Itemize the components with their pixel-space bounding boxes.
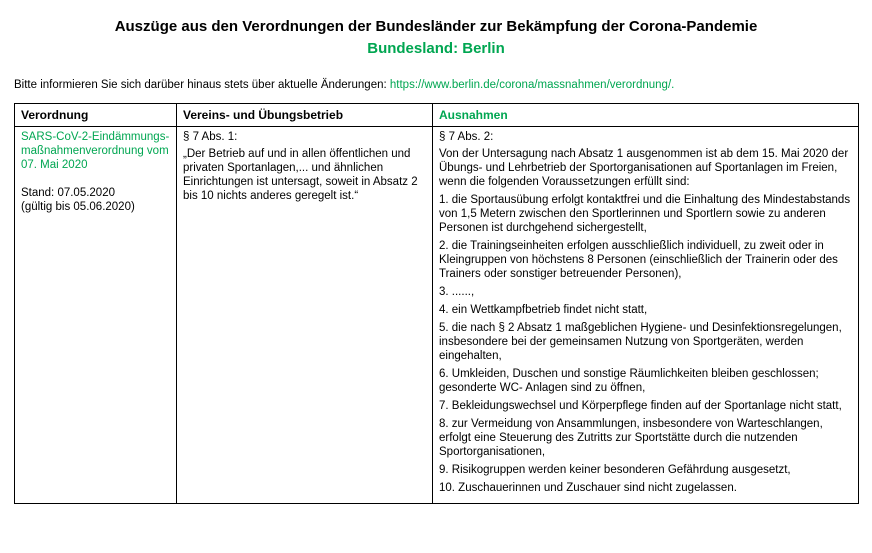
table-row: [15, 126, 859, 503]
verordnung-gueltig: (gültig bis 05.06.2020): [21, 200, 135, 213]
paragraph-7-abs-1-heading: § 7 Abs. 1:: [183, 130, 238, 143]
ausnahmen-intro: Von der Untersagung nach Absatz 1 ausgenommen ist ab dem 15. Mai 2020 der Übungs- und Lehrbetrieb der Sportorganisationen auf Sportanlagen im Freien, wenn die folgenden Voraussetzungen erfüllt sind:: [439, 147, 849, 188]
ausnahme-item-8: 8. zur Vermeidung von Ansammlungen, insbesondere von Warteschlangen, erfolgt eine Steuerung des Zutritts zur Sportstätte durch die nutzenden Sportorganisationen,: [439, 417, 823, 458]
table-header-row: [15, 103, 859, 126]
regulations-table: [14, 103, 859, 504]
ausnahme-item-5: 5. die nach § 2 Absatz 1 maßgeblichen Hygiene- und Desinfektionsregelungen, insbesondere bei der gemeinsamen Nutzung von Sportgeräten, werden eingehalten,: [439, 321, 842, 362]
ausnahme-item-1: 1. die Sportausübung erfolgt kontaktfrei und die Einhaltung des Mindestabstands von 1,5 Metern zwischen den Sportlerinnen und Sportlern sowie zu anderen Personen ist durchgehend sichergestellt,: [439, 193, 851, 234]
ausnahme-item-10: 10. Zuschauerinnen und Zuschauer sind nicht zugelassen.: [439, 481, 737, 494]
update-note: [14, 78, 858, 93]
column-header-ausnahmen: Ausnahmen: [433, 103, 859, 126]
ausnahme-item-7: 7. Bekleidungswechsel und Körperpflege finden auf der Sportanlage nicht statt,: [439, 399, 842, 412]
verordnung-name: SARS-CoV-2-Eindämmungs-maßnahmenverordnung vom 07. Mai 2020: [21, 130, 170, 171]
paragraph-7-abs-2-heading: § 7 Abs. 2:: [439, 130, 494, 143]
ausnahme-item-6: 6. Umkleiden, Duschen und sonstige Räumlichkeiten bleiben geschlossen; gesonderte WC- Anlagen sind zu öffnen,: [439, 367, 819, 394]
cell-ausnahmen: [433, 126, 859, 503]
page-subtitle: Bundesland: Berlin: [367, 40, 505, 57]
page-title: Auszüge aus den Verordnungen der Bundesländer zur Bekämpfung der Corona-Pandemie: [114, 18, 758, 35]
verordnung-link[interactable]: https://www.berlin.de/corona/massnahmen/verordnung/.: [389, 79, 675, 91]
ausnahme-item-9: 9. Risikogruppen werden keiner besonderen Gefährdung ausgesetzt,: [439, 463, 791, 476]
ausnahme-item-2: 2. die Trainingseinheiten erfolgen ausschließlich individuell, zu zweit oder in Kleingruppen von höchstens 8 Personen (einschließlich der Trainerin oder des Trainers oder sonstiger betreuender Personen),: [439, 239, 838, 280]
update-note-text: Bitte informieren Sie sich darüber hinaus stets über aktuelle Änderungen:: [14, 79, 390, 91]
cell-vereinsbetrieb: [177, 126, 433, 503]
column-header-vereinsbetrieb: Vereins- und Übungsbetrieb: [177, 103, 433, 126]
paragraph-7-abs-1-text: „Der Betrieb auf und in allen öffentlichen und privaten Sportanlagen,... und ähnlichen Einrichtungen ist untersagt, soweit in Absatz 2 bis 10 nichts anderes geregelt ist.“: [183, 147, 418, 202]
ausnahme-item-4: 4. ein Wettkampfbetrieb findet nicht statt,: [439, 303, 648, 316]
cell-verordnung: [15, 126, 177, 503]
verordnung-stand: Stand: 07.05.2020: [21, 186, 115, 199]
ausnahme-item-3: 3. ......,: [439, 285, 475, 298]
column-header-verordnung: Verordnung: [15, 103, 177, 126]
